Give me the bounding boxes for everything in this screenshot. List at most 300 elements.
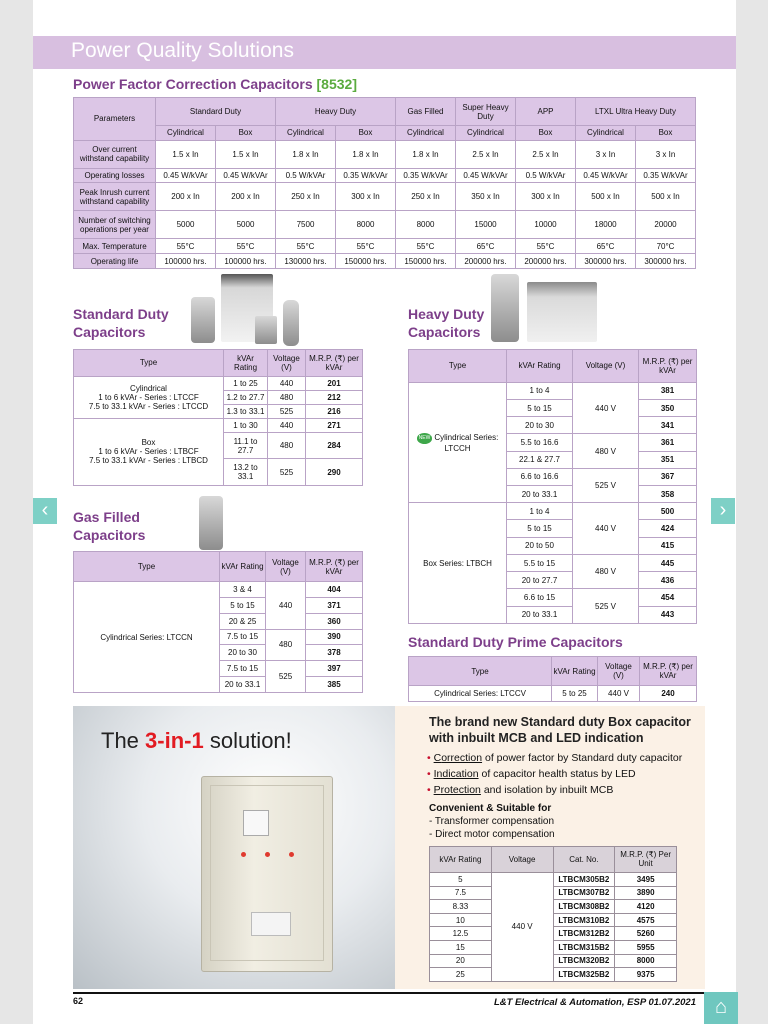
column-header: Voltage (V) [266,552,306,582]
table-cell: 0.45 W/kVAr [456,168,516,183]
bullet-underline: C [433,752,442,764]
table-cell: 1 to 4 [507,503,573,520]
footer-rule [73,992,705,994]
gas-capacitor-image [199,496,223,550]
table-cell: 55°C [216,239,276,254]
table-cell: 20 to 33.1 [507,606,573,623]
table-cell: 200 x In [156,183,216,211]
table-cell: 4575 [615,913,677,927]
table-cell: 3 x In [576,140,636,168]
table-cell: 3495 [615,872,677,886]
table-cell: 8.33 [430,900,492,914]
table-cell: 5 to 25 [552,686,598,702]
column-header: M.R.P. (₹) per kVAr [306,350,363,377]
column-header: Parameters [74,98,156,141]
banner-title: Power Quality Solutions [71,39,294,62]
table-cell: 300000 hrs. [636,254,696,269]
cylindrical-capacitor-image-2 [283,300,299,346]
table-row [74,183,696,211]
table-cell: 7.5 [430,886,492,900]
table-cell: 25 [430,968,492,982]
table-cell: 8000 [336,211,396,239]
std-title [73,305,169,341]
promo-text-panel [395,706,705,989]
table-cell: 361 [639,434,697,451]
promo-bullet: • Indication of capacitor health status by LED [427,768,636,780]
table-cell: 212 [306,390,363,404]
table-header-row [74,126,696,141]
gas-filled-table [73,551,363,693]
bullet-text: of capacitor health status by LED [478,768,636,780]
new-badge-icon: NEW [417,433,433,444]
column-header: Type [74,350,224,377]
table-cell: 20 to 30 [220,645,266,661]
table-cell: 0.35 W/kVAr [636,168,696,183]
table-row [409,382,697,399]
table-cell: 5.5 to 16.6 [507,434,573,451]
column-header: Voltage (V) [573,350,639,383]
type-line: Box [141,438,156,448]
table-cell: 1.5 x In [156,140,216,168]
table-cell: LTBCM307B2 [553,886,615,900]
promo-bullet: • Protection and isolation by inbuilt MCB [427,784,614,796]
table-cell: 1 to 4 [507,382,573,399]
table-cell: 5000 [216,211,276,239]
promo-heading [429,714,691,746]
table-cell: 440 [268,376,306,390]
table-cell: 1.3 to 33.1 [224,404,268,418]
convenient-item: - Transformer compensation [429,816,555,827]
column-header: Box [216,126,276,141]
gas-title-1: Gas Filled [73,509,140,525]
column-header: Type [74,552,220,582]
table-row [430,900,677,914]
column-header: LTXL Ultra Heavy Duty [576,98,696,126]
footer-text: L&T Electrical & Automation, ESP 01.07.2021 [493,997,696,1008]
voltage-cell: 440 [266,582,306,629]
heavy-duty-table [408,349,697,624]
table-cell: 443 [639,606,697,623]
row-label: Peak Inrush current withstand capability [74,183,156,211]
table-cell: 350 x In [456,183,516,211]
table-cell: 1.8 x In [336,140,396,168]
table-cell: 390 [306,629,363,645]
table-cell: 415 [639,537,697,554]
column-header: Standard Duty [156,98,276,126]
promo-heading-1: The brand new Standard duty Box capacitor [429,715,691,729]
gas-title-2: Capacitors [73,527,146,543]
led-indicator [241,852,246,857]
bullet-underline: P [433,784,441,796]
table-cell: 454 [639,589,697,606]
table-row [74,211,696,239]
row-label: Over current withstand capability [74,140,156,168]
table-cell: 20 to 27.7 [507,572,573,589]
promo-image-panel [73,706,395,989]
table-cell: 381 [639,382,697,399]
table-cell: 70°C [636,239,696,254]
bullet-word: ndication [436,768,479,780]
table-cell: 5 to 15 [507,520,573,537]
type-cell: Cylindrical Series: LTCCN [74,582,220,693]
table-row [74,168,696,183]
table-cell: 9375 [615,968,677,982]
table-cell: 0.45 W/kVAr [576,168,636,183]
table-cell: 11.1 to 27.7 [224,432,268,459]
table-cell: LTBCM315B2 [553,941,615,955]
voltage-cell: 525 [266,661,306,693]
table-cell: 65°C [456,239,516,254]
table-row [409,503,697,520]
overview-title-text: Power Factor Correction Capacitors [73,76,313,92]
promo-headline [101,728,292,754]
column-header: Voltage (V) [598,657,640,686]
table-cell: 5260 [615,927,677,941]
table-cell: 130000 hrs. [276,254,336,269]
type-text: Cylindrical Series: LTCCH [434,432,499,453]
column-header: APP [516,98,576,126]
mcb-switch [243,810,269,836]
table-cell: 480 [268,432,306,459]
voltage-cell: 480 V [573,434,639,468]
table-cell: 1.2 to 27.7 [224,390,268,404]
table-cell: 250 x In [396,183,456,211]
table-cell: 65°C [576,239,636,254]
type-cell [409,382,507,503]
table-cell: 0.45 W/kVAr [216,168,276,183]
table-cell: LTBCM310B2 [553,913,615,927]
type-line: 7.5 to 33.1 kVAr - Series : LTCCD [88,401,209,411]
table-cell: 436 [639,572,697,589]
table-cell: 500 x In [636,183,696,211]
row-label: Number of switching operations per year [74,211,156,239]
column-header: Gas Filled [396,98,456,126]
column-header: Type [409,657,552,686]
table-cell: 360 [306,613,363,629]
heavy-title [408,305,484,341]
column-header: Box [336,126,396,141]
table-cell: 150000 hrs. [396,254,456,269]
table-row [430,927,677,941]
column-header: Super Heavy Duty [456,98,516,126]
table-cell: 7500 [276,211,336,239]
capacitor-cabinet-image [201,776,333,972]
table-cell: 150000 hrs. [336,254,396,269]
table-cell: 200 x In [216,183,276,211]
table-cell: 7.5 to 15 [220,629,266,645]
column-header: kVAr Rating [430,847,492,873]
table-cell: 6.6 to 15 [507,589,573,606]
prime-title: Standard Duty Prime Capacitors [408,634,623,650]
voltage-cell: 480 [266,629,306,661]
column-header: Cat. No. [553,847,615,873]
column-header: kVAr Rating [507,350,573,383]
table-cell: 0.5 W/kVAr [276,168,336,183]
table-cell: 20 to 33.1 [220,677,266,693]
voltage-cell: 480 V [573,554,639,588]
small-box-capacitor-image [255,316,277,344]
table-cell: 0.35 W/kVAr [396,168,456,183]
table-cell: 10000 [516,211,576,239]
table-row [74,140,696,168]
table-row [430,941,677,955]
heavy-box-capacitor-image [527,282,597,342]
table-cell: 20 & 25 [220,613,266,629]
table-cell: 240 [640,686,697,702]
table-cell: LTBCM305B2 [553,872,615,886]
table-cell: 351 [639,451,697,468]
type-cell [74,418,224,485]
table-cell: 5 [430,872,492,886]
table-header-row [74,350,363,377]
table-cell: 1 to 25 [224,376,268,390]
table-cell: 1.8 x In [276,140,336,168]
table-cell: 341 [639,417,697,434]
table-row [430,872,677,886]
table-cell: 18000 [576,211,636,239]
type-cell [74,376,224,418]
table-row [430,886,677,900]
promo-bullet: • Correction of power factor by Standard duty capacitor [427,752,683,764]
table-header-row [74,98,696,126]
table-cell: 3 & 4 [220,582,266,598]
voltage-cell: 525 V [573,589,639,624]
table-row [74,582,363,598]
table-cell: 12.5 [430,927,492,941]
column-header: M.R.P. (₹) per kVAr [306,552,363,582]
table-cell: 7.5 to 15 [220,661,266,677]
table-cell: Cylindrical Series: LTCCV [409,686,552,702]
column-header: kVAr Rating [224,350,268,377]
table-cell: 4120 [615,900,677,914]
table-cell: 22.1 & 27.7 [507,451,573,468]
type-text: Box Series: LTBCH [423,558,492,568]
table-cell: 445 [639,554,697,571]
table-cell: 200000 hrs. [456,254,516,269]
table-cell: 440 [268,418,306,432]
table-header-row [74,552,363,582]
nameplate [251,912,291,936]
std-title-1: Standard Duty [73,306,169,322]
table-cell: 350 [639,399,697,416]
column-header: Voltage [491,847,553,873]
table-cell: 8000 [396,211,456,239]
overview-code: [8532] [316,76,357,92]
table-cell: 284 [306,432,363,459]
bullet-underline: I [433,768,437,780]
page-number: 62 [73,996,84,1006]
table-cell: 3 x In [636,140,696,168]
table-cell: 5 to 15 [507,399,573,416]
table-cell: 2.5 x In [456,140,516,168]
heavy-title-1: Heavy Duty [408,306,485,322]
table-cell: 20 to 30 [507,417,573,434]
table-cell: 15 [430,941,492,955]
row-label: Operating losses [74,168,156,183]
table-cell: 525 [268,459,306,486]
table-cell: 3890 [615,886,677,900]
table-cell: 367 [639,468,697,485]
table-cell: 300 x In [336,183,396,211]
column-header: Box [636,126,696,141]
promo-post: solution! [203,728,292,753]
voltage-cell: 525 V [573,468,639,502]
led-indicator [265,852,270,857]
type-line: 1 to 6 kVAr - Series : LTCCF [98,392,199,402]
table-cell: 55°C [396,239,456,254]
voltage-cell: 440 V [491,872,553,981]
type-line: 7.5 to 33.1 kVAr - Series : LTBCD [89,456,208,466]
table-cell: 300 x In [516,183,576,211]
table-cell: 200000 hrs. [516,254,576,269]
column-header: Box [516,126,576,141]
table-cell: 480 [268,390,306,404]
table-header-row [409,657,697,686]
bullet-text: and isolation by inbuilt MCB [480,784,614,796]
column-header: Cylindrical [396,126,456,141]
prev-page-chevron-icon[interactable]: ‹ [33,498,57,524]
section-banner [33,36,736,69]
promo-panel [73,706,705,989]
row-label: Max. Temperature [74,239,156,254]
table-cell: LTBCM325B2 [553,968,615,982]
table-cell: 100000 hrs. [216,254,276,269]
standard-duty-table [73,349,363,486]
table-cell: 404 [306,582,363,598]
table-cell: 358 [639,486,697,503]
table-row [74,254,696,269]
table-row [430,954,677,968]
table-cell: 10 [430,913,492,927]
table-cell: 371 [306,597,363,613]
column-header: Cylindrical [576,126,636,141]
table-cell: 20 to 33.1 [507,486,573,503]
table-cell: 5955 [615,941,677,955]
mcb-capacitor-table [429,846,677,982]
table-cell: 55°C [336,239,396,254]
convenient-item: - Direct motor compensation [429,829,555,840]
table-cell: LTBCM312B2 [553,927,615,941]
table-cell: 20 to 50 [507,537,573,554]
heavy-cylindrical-capacitor-image [491,274,519,342]
table-cell: 55°C [156,239,216,254]
table-cell: 100000 hrs. [156,254,216,269]
table-cell: 15000 [456,211,516,239]
table-cell: 424 [639,520,697,537]
catalog-page [33,0,736,1024]
column-header: M.R.P. (₹) Per Unit [615,847,677,873]
voltage-cell: 440 V [573,382,639,434]
table-cell: 20000 [636,211,696,239]
table-cell: 290 [306,459,363,486]
table-row [430,913,677,927]
table-cell: 0.5 W/kVAr [516,168,576,183]
promo-heading-2: with inbuilt MCB and LED indication [429,731,644,745]
table-cell: 1.8 x In [396,140,456,168]
bullet-word: rotection [440,784,481,796]
table-header-row [430,847,677,873]
table-cell: 1 to 30 [224,418,268,432]
table-row [74,376,363,390]
table-cell: 440 V [598,686,640,702]
column-header: Type [409,350,507,383]
column-header: M.R.P. (₹) per kVAr [640,657,697,686]
overview-title [73,75,357,93]
home-icon[interactable]: ⌂ [704,992,738,1024]
table-cell: 500 x In [576,183,636,211]
column-header: Heavy Duty [276,98,396,126]
table-cell: 5000 [156,211,216,239]
table-cell: 378 [306,645,363,661]
table-row [409,686,697,702]
gas-title [73,508,145,544]
type-line: 1 to 6 kVAr - Series : LTBCF [98,447,199,457]
table-cell: 5.5 to 15 [507,554,573,571]
table-cell: 385 [306,677,363,693]
bullet-text: of power factor by Standard duty capacitor [482,752,683,764]
column-header: M.R.P. (₹) per kVAr [639,350,697,383]
table-cell: LTBCM320B2 [553,954,615,968]
voltage-cell: 440 V [573,503,639,555]
table-cell: 250 x In [276,183,336,211]
table-cell: 271 [306,418,363,432]
table-cell: 201 [306,376,363,390]
table-row [74,239,696,254]
table-cell: 397 [306,661,363,677]
promo-highlight: 3-in-1 [145,728,204,753]
table-cell: 5 to 15 [220,597,266,613]
table-header-row [409,350,697,383]
table-cell: 0.35 W/kVAr [336,168,396,183]
type-line: Cylindrical [130,383,167,393]
next-page-chevron-icon[interactable]: › [711,498,735,524]
column-header: Voltage (V) [268,350,306,377]
cylindrical-capacitor-image [191,297,215,343]
table-row [74,418,363,432]
overview-table [73,97,696,269]
column-header: Cylindrical [156,126,216,141]
column-header: Cylindrical [276,126,336,141]
table-cell: 55°C [276,239,336,254]
type-cell [409,503,507,624]
heavy-title-2: Capacitors [408,324,481,340]
table-cell: 8000 [615,954,677,968]
table-cell: 0.45 W/kVAr [156,168,216,183]
table-cell: 20 [430,954,492,968]
prime-table [408,656,697,702]
column-header: kVAr Rating [552,657,598,686]
table-cell: 6.6 to 16.6 [507,468,573,485]
table-cell: 1.5 x In [216,140,276,168]
table-cell: 300000 hrs. [576,254,636,269]
cabinet-door [210,785,324,961]
led-indicator [289,852,294,857]
table-cell: LTBCM308B2 [553,900,615,914]
column-header: Cylindrical [456,126,516,141]
row-label: Operating life [74,254,156,269]
table-cell: 55°C [516,239,576,254]
bullet-word: orrection [441,752,483,764]
column-header: kVAr Rating [220,552,266,582]
table-cell: 500 [639,503,697,520]
table-cell: 525 [268,404,306,418]
convenient-title: Convenient & Suitable for [429,803,552,814]
table-cell: 2.5 x In [516,140,576,168]
table-row [430,968,677,982]
table-cell: 13.2 to 33.1 [224,459,268,486]
std-title-2: Capacitors [73,324,146,340]
table-cell: 216 [306,404,363,418]
